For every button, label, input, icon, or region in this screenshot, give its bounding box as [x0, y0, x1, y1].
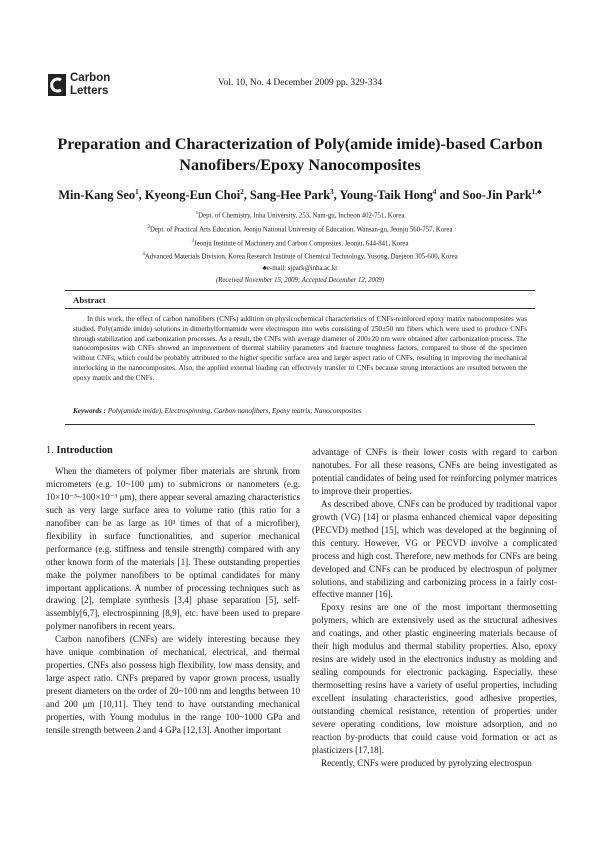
affiliations	[60, 208, 540, 286]
affiliation: $^4$Advanced Materials Division, Korea Research Institute of Chemical Technology, Yusong, Daejeon 305-600, Korea	[142, 252, 458, 261]
keywords	[73, 407, 527, 415]
received-dates: (Received November 15, 2009; Accepted December 12, 2009)	[215, 276, 385, 284]
body-paragraph: Carbon nanofibers (CNFs) are widely interesting because they have unique combination of mechanical, electrical, and thermal properties. CNFs also possess high flexibility, low mass density, and large aspect ratio. CNFs prepared by vapor grown process, usually present diameters on the order of 20~100 nm and lengths between 10 and 200 μm [10,11]. They tend to have outstanding mechanical properties, with Young modulus in the range 100~1000 GPa and tensile strength between 2 and 4 GPa [12,13]. Another important	[46, 634, 300, 736]
body-paragraph: As described above, CNFs can be produced by traditional vapor growth (VG) [14] or plasma enhanced chemical vapor depositing (PECVD) method [15], which was developed at the beginning of this century. However, VG or PECVD involve a complicated process and high cost. Therefore, new methods for CNFs are being developed and CNFs can be produced by electrospun of polymer solutions, and stabilizing and carbonizing process in a fairly cost-effective manner [16].	[312, 498, 557, 600]
author-list: Min-Kang Seo$^1$, Kyeong-Eun Choi$^2$, Sang-Hee Park$^3$, Young-Taik Hong$^4$ and Soo-Jin Park$^{1,♣}$	[58, 188, 542, 203]
journal-volume-info: Vol. 10, No. 4 December 2009 pp. 329-334	[217, 78, 383, 88]
author: Kyeong-Eun Choi$^2$	[144, 188, 244, 203]
section-heading-introduction: 1. Introduction	[46, 445, 113, 456]
keywords-list: Poly(amide imide), Electrospinning, Carbon nanofibers, Epoxy matrix, Nanocomposites	[107, 407, 362, 415]
affiliation: $^1$Dept. of Chemistry, Inha University, 253, Nam-gu, Incheon 402-751, Korea	[195, 211, 405, 220]
author: Young-Taik Hong$^4$	[339, 188, 437, 203]
author: Min-Kang Seo$^1$	[58, 188, 139, 203]
keywords-label: Keywords :	[73, 407, 106, 415]
author: Sang-Hee Park$^3$	[249, 188, 334, 203]
journal-name: Carbon Letters	[70, 72, 111, 97]
abstract-text: In this work, the effect of carbon nanofibers (CNFs) addition on physicochemical characteristics of CNFs-reinforced epoxy matrix nanocomposites was studied. Poly(amide imide) solutions in dimethylformamide were electrospun into webs consisting of 250±50 nm fibers which were used to produce CNFs through stabilization and carbonization processes. As a result, the CNFs with average diameter of 200±20 nm were obtained after carbonization process. The nanocomposites with CNFs showed an improvement of thermal stability parameters and fracture toughness factors, compared to those of the specimen without CNFs, which could be probably attributed to the higher specific surface area and larger aspect ratio of CNFs, resulting in improving the mechanical interlocking in the nanocomposites. Also, the applied external loading can effectively transfer to CNFs because strong interactions are resulted between the epoxy matrix and the CNFs.	[73, 315, 527, 382]
abstract-heading: Abstract	[73, 295, 106, 305]
body-column-left	[46, 445, 300, 737]
author: Soo-Jin Park$^{1,♣}$	[462, 188, 542, 203]
paper-title: Preparation and Characterization of Poly(amide imide)-based Carbon Nanofibers/Epoxy Nanocomposites	[57, 135, 543, 174]
body-paragraph: Epoxy resins are one of the most important thermosetting polymers, which are extensively used as the structural adhesives and coatings, and other plastic engineering materials because of their high modulus and thermal stability properties. Also, epoxy resins are widely used in the electronics industry as molding and sealing compounds for electronic packaging. Especially, these thermosetting resins have a variety of useful properties, including excellent insulating characteristics, good adhesive properties, outstanding chemical resistance, retention of properties under severe operating conditions, low moisture adsorption, and no reaction by-products that could cause void formation or act as plasticizers [17,18].	[312, 602, 557, 755]
body-column-right	[312, 446, 557, 770]
affiliation: $^2$Dept. of Practical Arts Education, Jeonju National University of Education, Wansan-gu, Jeonju 560-757, Korea	[147, 224, 453, 234]
body-paragraph: advantage of CNFs is their lower costs with regard to carbon nanotubes. For all these reasons, CNFs are being investigated as potential candidates of being used for reinforcing polymer matrices to improve their properties.	[312, 447, 557, 496]
abstract-box	[65, 290, 535, 425]
body-paragraph: Recently, CNFs were produced by pyrolyzing electrospun	[321, 757, 532, 768]
body-paragraph: When the diameters of polymer fiber materials are shrunk from micrometers (e.g. 10~100 μm) to submicrons or nanometers (e.g. 10×10⁻³~100×10⁻³ μm), there appear several amazing characteristics such as very large surface area to volume ratio (this ratio for a nanofiber can be as large as 10³ times of that of a microfiber), flexibility in surface functionalities, and superior mechanical performance (e.g. stiffness and tensile strength) compared with any other known form of the materials [1]. These outstanding properties make the polymer nanofibers to be optimal candidates for many important applications. A number of processing techniques such as drawing [2], template synthesis [3,4] phase separation [5], self-assembly[6,7], electrospinning [8,9], etc. have been used to prepare polymer nanofibers in recent years.	[46, 465, 300, 632]
affiliation: $^3$Jeonju Institute of Machinery and Carbon Composites, Jeonju, 644-841, Korea	[191, 238, 409, 247]
abstract-divider	[65, 308, 535, 309]
corresponding-email: ♣e-mail: sjpark@inha.ac.kr	[262, 265, 338, 273]
